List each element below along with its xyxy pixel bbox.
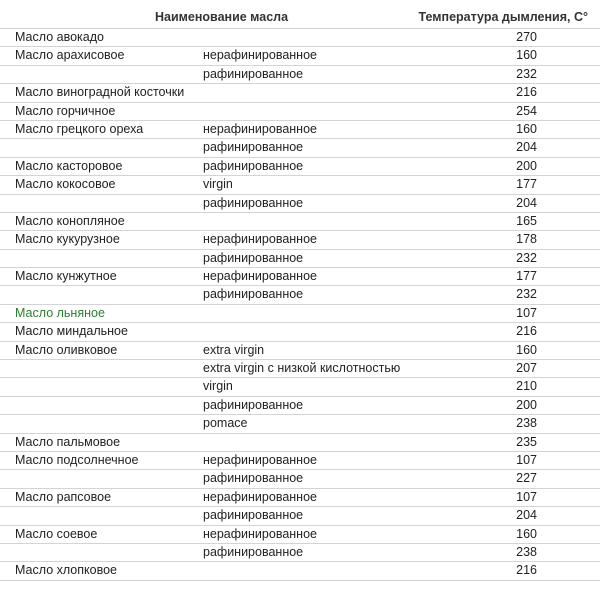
oil-variant-cell: рафинированное: [203, 158, 304, 173]
table-row: [0, 231, 600, 249]
header-oil-name: Наименование масла: [155, 10, 289, 24]
table-row: [0, 507, 600, 525]
oil-name-cell: Масло подсолнечное: [15, 452, 139, 467]
table-row: [0, 139, 600, 157]
smoke-temperature-cell: 160: [516, 342, 537, 357]
smoke-temperature-cell: 238: [516, 544, 537, 559]
smoke-temperature-cell: 177: [516, 269, 537, 284]
oil-name-cell: Масло хлопковое: [15, 563, 117, 578]
table-row: [0, 562, 600, 580]
oil-variant-cell: рафинированное: [203, 397, 304, 412]
oil-variant-cell: pomace: [203, 416, 248, 431]
oil-variant-cell: virgin: [203, 177, 233, 192]
oil-name-cell: Масло миндальное: [15, 324, 128, 339]
smoke-temperature-cell: 232: [516, 250, 537, 265]
table-row: [0, 360, 600, 378]
table-row: [0, 526, 600, 544]
smoke-temperature-cell: 204: [516, 508, 537, 523]
table-row: [0, 176, 600, 194]
table-row: [0, 378, 600, 396]
oil-variant-cell: extra virgin: [203, 342, 265, 357]
oil-name-cell: Масло рапсовое: [15, 489, 112, 504]
oil-name-cell: Масло пальмовое: [15, 434, 121, 449]
smoke-temperature-cell: 160: [516, 121, 537, 136]
oil-variant-cell: нерафинированное: [203, 269, 317, 284]
table-body: [0, 29, 600, 581]
oil-name-cell: Масло грецкого ореха: [15, 121, 144, 136]
oil-variant-cell: рафинированное: [203, 140, 304, 155]
oil-name-cell: Масло соевое: [15, 526, 98, 541]
table-row: [0, 84, 600, 102]
oil-name-cell: Масло авокадо: [15, 30, 104, 44]
table-row: [0, 342, 600, 360]
oil-name-cell: Масло кокосовое: [15, 177, 116, 192]
smoke-temperature-cell: 254: [516, 103, 537, 118]
oil-variant-cell: нерафинированное: [203, 489, 317, 504]
oil-variant-cell: нерафинированное: [203, 526, 317, 541]
smoke-temperature-cell: 232: [516, 287, 537, 302]
oil-variant-cell: рафинированное: [203, 250, 304, 265]
smoke-temperature-cell: 227: [516, 471, 537, 486]
oil-name-cell: Масло оливковое: [15, 342, 118, 357]
oil-variant-cell: рафинированное: [203, 508, 304, 523]
table-row: [0, 544, 600, 562]
oil-variant-cell: нерафинированное: [203, 452, 317, 467]
table-row: [0, 66, 600, 84]
oil-name-cell: Масло арахисовое: [15, 48, 125, 63]
smoke-temperature-cell: 207: [516, 361, 537, 376]
table-row: [0, 397, 600, 415]
table-row: [0, 323, 600, 341]
table-row: [0, 268, 600, 286]
smoke-temperature-cell: 232: [516, 66, 537, 81]
table-row: [0, 29, 600, 47]
header-smoke-temperature: Температура дымления, С°: [418, 10, 588, 24]
oil-variant-cell: рафинированное: [203, 66, 304, 81]
smoke-temperature-cell: 270: [516, 30, 537, 44]
smoke-temperature-cell: 238: [516, 416, 537, 431]
smoke-temperature-cell: 178: [516, 232, 537, 247]
oil-variant-cell: рафинированное: [203, 195, 304, 210]
oil-name-cell: Масло касторовое: [15, 158, 123, 173]
table-row: [0, 213, 600, 231]
oil-name-cell: Масло льняное: [15, 305, 105, 320]
smoke-temperature-cell: 165: [516, 213, 537, 228]
smoke-temperature-cell: 200: [516, 158, 537, 173]
oil-name-cell: Масло кукурузное: [15, 232, 120, 247]
smoke-temperature-cell: 107: [516, 489, 537, 504]
oil-variant-cell: virgin: [203, 379, 233, 394]
smoke-temperature-cell: 204: [516, 195, 537, 210]
table-row: [0, 47, 600, 65]
smoke-temperature-cell: 210: [516, 379, 537, 394]
smoke-temperature-cell: 216: [516, 85, 537, 100]
oil-variant-cell: нерафинированное: [203, 48, 317, 63]
table-row: [0, 470, 600, 488]
table-row: [0, 305, 600, 323]
oil-variant-cell: extra virgin с низкой кислотностью: [203, 361, 401, 376]
oil-name-cell: Масло виноградной косточки: [15, 85, 185, 100]
table-row: [0, 121, 600, 139]
oil-variant-cell: рафинированное: [203, 544, 304, 559]
table-row: [0, 415, 600, 433]
smoke-temperature-cell: 177: [516, 177, 537, 192]
oil-variant-cell: рафинированное: [203, 471, 304, 486]
oil-name-cell: Масло кунжутное: [15, 269, 117, 284]
table-row: [0, 434, 600, 452]
table-row: [0, 103, 600, 121]
table-row: [0, 158, 600, 176]
smoke-temperature-cell: 107: [516, 305, 537, 320]
oil-variant-cell: нерафинированное: [203, 232, 317, 247]
smoke-temperature-cell: 216: [516, 324, 537, 339]
table-row: [0, 489, 600, 507]
smoke-temperature-cell: 160: [516, 526, 537, 541]
smoke-temperature-cell: 160: [516, 48, 537, 63]
table-row: [0, 250, 600, 268]
smoke-temperature-cell: 216: [516, 563, 537, 578]
oil-name-cell: Масло горчичное: [15, 103, 116, 118]
smoke-temperature-cell: 107: [516, 452, 537, 467]
oil-variant-cell: нерафинированное: [203, 121, 317, 136]
table-row: [0, 286, 600, 304]
smoke-temperature-cell: 235: [516, 434, 537, 449]
smoke-temperature-cell: 204: [516, 140, 537, 155]
smoke-temperature-cell: 200: [516, 397, 537, 412]
table-row: [0, 452, 600, 470]
oil-name-cell: Масло конопляное: [15, 213, 125, 228]
oil-variant-cell: рафинированное: [203, 287, 304, 302]
table-row: [0, 195, 600, 213]
table-header: [0, 6, 600, 29]
